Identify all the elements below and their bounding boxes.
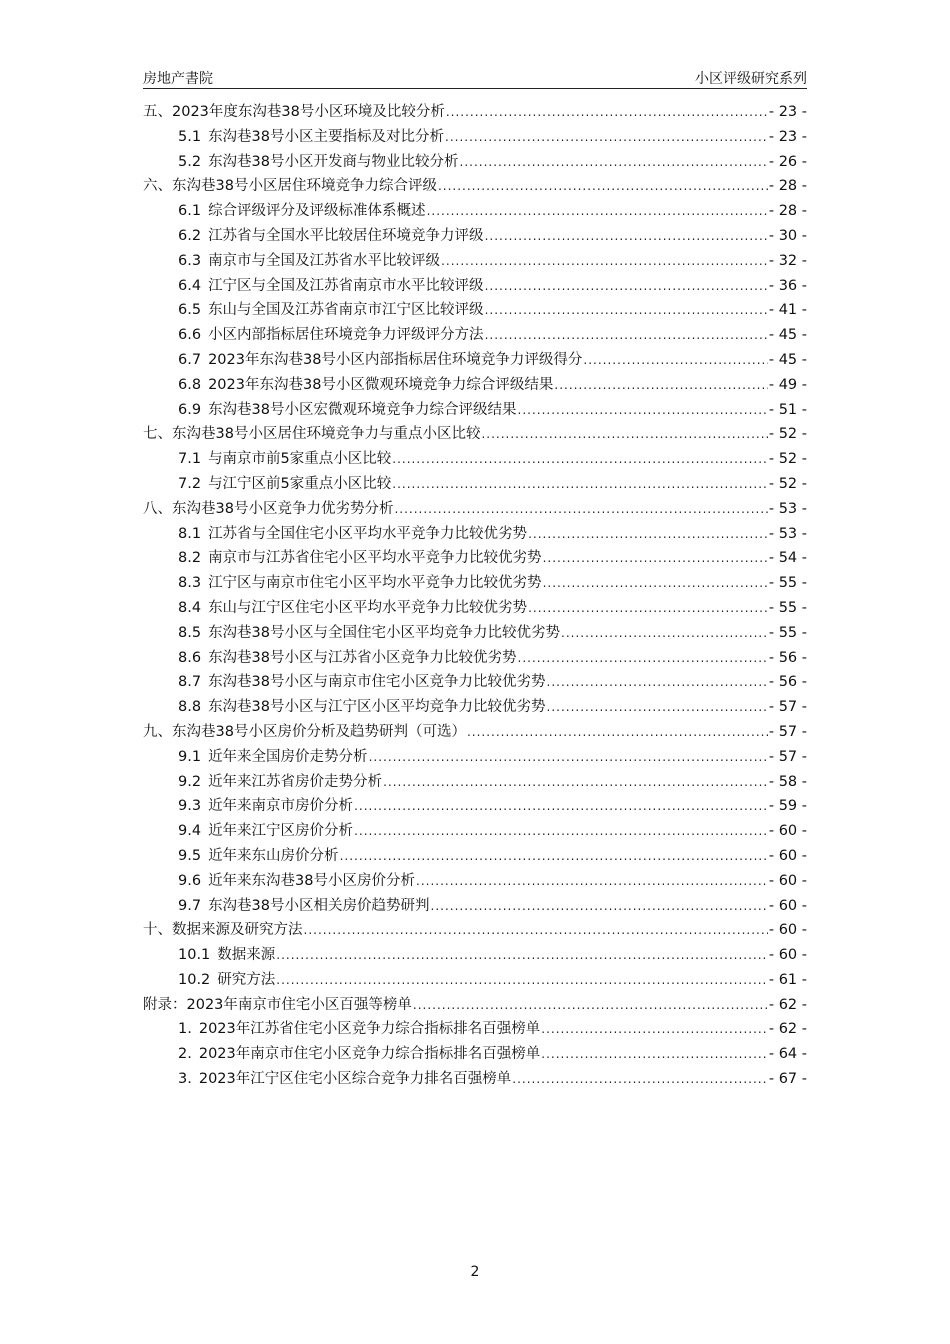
toc-entry-title: 小区内部指标居住环境竞争力评级评分方法: [208, 327, 484, 344]
toc-dot-leader: [354, 824, 768, 838]
toc-entry-number: 8.3: [178, 575, 202, 592]
toc-section-entry[interactable]: [143, 794, 807, 819]
toc-dot-leader: [547, 675, 768, 689]
toc-section-entry[interactable]: [143, 596, 807, 621]
toc-chapter-entry[interactable]: [143, 918, 807, 943]
toc-entry-title: 六、东沟巷38号小区居住环境竞争力综合评级: [143, 178, 437, 195]
toc-entry-title: 与江宁区前5家重点小区比较: [208, 475, 392, 492]
toc-entry-number: 6.7: [178, 351, 202, 368]
toc-entry-number: 8.4: [178, 599, 202, 616]
toc-entry-number: 6.9: [178, 401, 202, 418]
toc-entry-title: 东沟巷38号小区主要指标及对比分析: [208, 128, 445, 145]
toc-dot-leader: [547, 700, 768, 714]
toc-dot-leader: [276, 948, 768, 962]
toc-entry-title: 2023年江宁区住宅小区综合竞争力排名百强榜单: [198, 1071, 512, 1088]
toc-entry-number: 6.2: [178, 227, 202, 244]
toc-entry-number: 10.2: [178, 971, 211, 988]
toc-entry-number: 6.8: [178, 376, 202, 393]
toc-entry-title: 研究方法: [217, 971, 276, 988]
toc-dot-leader: [518, 651, 768, 665]
toc-dot-leader: [541, 1022, 768, 1036]
toc-entry-title: 东沟巷38号小区与全国住宅小区平均竞争力比较优劣势: [208, 624, 561, 641]
toc-dot-leader: [485, 229, 768, 243]
toc-entry-number: 8.5: [178, 624, 202, 641]
toc-entry-page: - 23 -: [768, 104, 807, 120]
toc-entry-title: 江宁区与南京市住宅小区平均水平竞争力比较优劣势: [208, 575, 542, 592]
toc-section-entry[interactable]: [143, 670, 807, 695]
toc-section-entry[interactable]: [143, 274, 807, 299]
toc-entry-page: - 55 -: [768, 599, 807, 616]
toc-chapter-entry[interactable]: [143, 174, 807, 199]
toc-entry-title: 江宁区与全国及江苏省南京市水平比较评级: [208, 277, 484, 294]
toc-section-entry[interactable]: [143, 844, 807, 869]
toc-entry-page: - 55 -: [768, 624, 807, 641]
toc-entry-page: - 60 -: [768, 947, 807, 964]
toc-entry-title: 近年来江宁区房价分析: [208, 823, 354, 840]
toc-entry-number: 3.: [178, 1071, 192, 1088]
toc-entry-page: - 60 -: [768, 872, 807, 889]
toc-section-entry[interactable]: [143, 125, 807, 150]
toc-dot-leader: [354, 799, 768, 813]
toc-entry-page: - 56 -: [768, 649, 807, 666]
page-header: [143, 68, 807, 89]
toc-entry-page: - 57 -: [768, 699, 807, 716]
header-left-title: 房地产書院: [143, 71, 213, 87]
toc-entry-number: 9.5: [178, 847, 202, 864]
toc-dot-leader: [528, 527, 768, 541]
toc-entry-title: 2023年南京市住宅小区竞争力综合指标排名百强榜单: [198, 1046, 541, 1063]
toc-dot-leader: [541, 1047, 768, 1061]
toc-section-entry[interactable]: [143, 323, 807, 348]
toc-entry-page: - 59 -: [768, 798, 807, 815]
toc-entry-title: 江苏省与全国水平比较居住环境竞争力评级: [208, 227, 484, 244]
toc-entry-title: 江苏省与全国住宅小区平均水平竞争力比较优劣势: [208, 525, 528, 542]
toc-section-entry[interactable]: [143, 819, 807, 844]
toc-entry-title: 南京市与江苏省住宅小区平均水平竞争力比较优劣势: [208, 550, 542, 567]
toc-dot-leader: [543, 576, 768, 590]
toc-dot-leader: [427, 204, 768, 218]
toc-section-entry[interactable]: [143, 199, 807, 224]
page-number: 2: [470, 1264, 480, 1280]
toc-entry-page: - 45 -: [768, 327, 807, 344]
toc-entry-title: 近年来全国房价走势分析: [208, 748, 368, 765]
toc-entry-number: 6.3: [178, 252, 202, 269]
toc-dot-leader: [485, 279, 768, 293]
toc-dot-leader: [583, 353, 767, 367]
toc-entry-page: - 28 -: [768, 178, 807, 195]
toc-dot-leader: [446, 105, 768, 119]
toc-entry-page: - 67 -: [768, 1071, 807, 1088]
toc-entry-title: 八、东沟巷38号小区竞争力优劣势分析: [143, 500, 394, 517]
toc-entry-title: 东沟巷38号小区与南京市住宅小区竞争力比较优劣势: [208, 674, 546, 691]
toc-entry-page: - 51 -: [768, 401, 807, 418]
toc-entry-title: 近年来东山房价分析: [208, 847, 339, 864]
toc-section-entry[interactable]: [143, 150, 807, 175]
toc-entry-title: 九、东沟巷38号小区房价分析及趋势研判（可选）: [143, 723, 466, 740]
toc-section-entry[interactable]: [143, 745, 807, 770]
toc-entry-page: - 60 -: [768, 847, 807, 864]
toc-entry-page: - 62 -: [768, 996, 807, 1013]
toc-entry-title: 东沟巷38号小区与江苏省小区竞争力比较优劣势: [208, 649, 517, 666]
toc-entry-title: 十、数据来源及研究方法: [143, 922, 303, 939]
toc-section-entry[interactable]: [143, 770, 807, 795]
toc-dot-leader: [431, 899, 768, 913]
toc-entry-title: 东沟巷38号小区与江宁区小区平均竞争力比较优劣势: [208, 699, 546, 716]
toc-entry-number: 8.6: [178, 649, 202, 666]
toc-entry-page: - 54 -: [768, 550, 807, 567]
toc-section-entry[interactable]: [143, 224, 807, 249]
toc-dot-leader: [394, 502, 767, 516]
toc-section-entry[interactable]: [143, 646, 807, 671]
toc-dot-leader: [512, 1072, 768, 1086]
toc-entry-page: - 26 -: [768, 153, 807, 170]
toc-dot-leader: [485, 328, 768, 342]
toc-entry-page: - 57 -: [768, 723, 807, 740]
toc-section-entry[interactable]: [143, 943, 807, 968]
toc-dot-leader: [438, 179, 768, 193]
toc-entry-title: 2023年东沟巷38号小区微观环境竞争力综合评级结果: [208, 376, 554, 393]
toc-dot-leader: [543, 551, 768, 565]
toc-entry-title: 综合评级评分及评级标准体系概述: [208, 203, 426, 220]
toc-entry-number: 9.2: [178, 773, 202, 790]
toc-entry-page: - 23 -: [768, 128, 807, 145]
toc-section-entry[interactable]: [143, 1067, 807, 1092]
toc-entry-page: - 28 -: [768, 203, 807, 220]
toc-dot-leader: [441, 254, 768, 268]
toc-entry-number: 9.4: [178, 823, 202, 840]
toc-section-entry[interactable]: [143, 621, 807, 646]
toc-dot-leader: [392, 452, 768, 466]
toc-entry-title: 五、2023年度东沟巷38号小区环境及比较分析: [143, 104, 445, 120]
toc-section-entry[interactable]: [143, 1017, 807, 1042]
toc-dot-leader: [528, 601, 768, 615]
toc-dot-leader: [340, 849, 768, 863]
toc-entry-page: - 57 -: [768, 748, 807, 765]
toc-chapter-entry[interactable]: [143, 422, 807, 447]
toc-section-entry[interactable]: [143, 571, 807, 596]
toc-entry-number: 5.2: [178, 153, 202, 170]
toc-dot-leader: [392, 477, 768, 491]
toc-entry-number: 9.3: [178, 798, 202, 815]
toc-entry-number: 8.7: [178, 674, 202, 691]
toc-entry-title: 东沟巷38号小区开发商与物业比较分析: [208, 153, 459, 170]
toc-entry-number: 8.2: [178, 550, 202, 567]
toc-entry-title: 2023年东沟巷38号小区内部指标居住环境竞争力评级得分: [208, 351, 583, 368]
header-right-title: 小区评级研究系列: [695, 71, 807, 87]
toc-entry-number: 8.8: [178, 699, 202, 716]
toc-dot-leader: [413, 998, 768, 1012]
toc-chapter-entry[interactable]: [143, 720, 807, 745]
toc-section-entry[interactable]: [143, 1042, 807, 1067]
toc-entry-page: - 45 -: [768, 351, 807, 368]
toc-dot-leader: [554, 378, 767, 392]
toc-entry-page: - 58 -: [768, 773, 807, 790]
toc-section-entry[interactable]: [143, 298, 807, 323]
table-of-contents: [143, 100, 807, 1092]
toc-entry-title: 近年来南京市房价分析: [208, 798, 354, 815]
toc-entry-title: 2023年江苏省住宅小区竞争力综合指标排名百强榜单: [198, 1021, 541, 1038]
toc-dot-leader: [445, 130, 768, 144]
toc-entry-page: - 49 -: [768, 376, 807, 393]
toc-entry-page: - 32 -: [768, 252, 807, 269]
toc-entry-title: 附录：2023年南京市住宅小区百强等榜单: [143, 996, 412, 1013]
toc-entry-page: - 52 -: [768, 426, 807, 443]
toc-section-entry[interactable]: [143, 695, 807, 720]
toc-entry-title: 近年来江苏省房价走势分析: [208, 773, 383, 790]
toc-dot-leader: [481, 427, 767, 441]
toc-entry-page: - 60 -: [768, 897, 807, 914]
toc-dot-leader: [369, 750, 768, 764]
toc-dot-leader: [561, 626, 768, 640]
toc-dot-leader: [383, 775, 768, 789]
toc-entry-page: - 62 -: [768, 1021, 807, 1038]
toc-entry-page: - 56 -: [768, 674, 807, 691]
toc-entry-number: 6.4: [178, 277, 202, 294]
toc-chapter-entry[interactable]: [143, 497, 807, 522]
toc-entry-title: 东沟巷38号小区相关房价趋势研判: [208, 897, 430, 914]
toc-section-entry[interactable]: [143, 472, 807, 497]
toc-entry-number: 9.6: [178, 872, 202, 889]
toc-entry-title: 东山与江宁区住宅小区平均水平竞争力比较优劣势: [208, 599, 528, 616]
toc-entry-number: 1.: [178, 1021, 192, 1038]
toc-dot-leader: [460, 155, 768, 169]
toc-entry-number: 5.1: [178, 128, 202, 145]
toc-section-entry[interactable]: [143, 546, 807, 571]
toc-entry-number: 9.7: [178, 897, 202, 914]
toc-section-entry[interactable]: [143, 869, 807, 894]
toc-entry-page: - 30 -: [768, 227, 807, 244]
toc-entry-title: 东山与全国及江苏省南京市江宁区比较评级: [208, 302, 484, 319]
toc-chapter-entry[interactable]: [143, 993, 807, 1018]
toc-section-entry[interactable]: [143, 249, 807, 274]
toc-dot-leader: [485, 303, 768, 317]
toc-entry-number: 6.6: [178, 327, 202, 344]
toc-entry-page: - 52 -: [768, 475, 807, 492]
toc-entry-page: - 61 -: [768, 971, 807, 988]
toc-entry-page: - 64 -: [768, 1046, 807, 1063]
toc-entry-page: - 55 -: [768, 575, 807, 592]
toc-entry-title: 南京市与全国及江苏省水平比较评级: [208, 252, 441, 269]
toc-section-entry[interactable]: [143, 373, 807, 398]
toc-entry-page: - 36 -: [768, 277, 807, 294]
toc-entry-number: 9.1: [178, 748, 202, 765]
toc-entry-title: 数据来源: [217, 947, 276, 964]
toc-dot-leader: [467, 725, 768, 739]
toc-section-entry[interactable]: [143, 522, 807, 547]
toc-section-entry[interactable]: [143, 348, 807, 373]
toc-entry-number: 7.1: [178, 451, 202, 468]
toc-section-entry[interactable]: [143, 398, 807, 423]
toc-entry-page: - 41 -: [768, 302, 807, 319]
toc-entry-title: 东沟巷38号小区宏微观环境竞争力综合评级结果: [208, 401, 517, 418]
toc-dot-leader: [276, 973, 768, 987]
toc-section-entry[interactable]: [143, 894, 807, 919]
toc-entry-number: 7.2: [178, 475, 202, 492]
toc-entry-number: 2.: [178, 1046, 192, 1063]
toc-entry-title: 七、东沟巷38号小区居住环境竞争力与重点小区比较: [143, 426, 481, 443]
toc-entry-title: 近年来东沟巷38号小区房价分析: [208, 872, 416, 889]
toc-dot-leader: [518, 403, 768, 417]
toc-section-entry[interactable]: [143, 968, 807, 993]
toc-dot-leader: [304, 923, 768, 937]
toc-entry-page: - 53 -: [768, 500, 807, 517]
toc-entry-page: - 53 -: [768, 525, 807, 542]
toc-entry-page: - 60 -: [768, 823, 807, 840]
toc-entry-page: - 52 -: [768, 451, 807, 468]
toc-dot-leader: [416, 874, 768, 888]
toc-entry-number: 6.5: [178, 302, 202, 319]
toc-chapter-entry[interactable]: [143, 100, 807, 125]
toc-entry-number: 6.1: [178, 203, 202, 220]
toc-entry-page: - 60 -: [768, 922, 807, 939]
toc-entry-number: 8.1: [178, 525, 202, 542]
toc-section-entry[interactable]: [143, 447, 807, 472]
toc-entry-title: 与南京市前5家重点小区比较: [208, 451, 392, 468]
toc-entry-number: 10.1: [178, 947, 211, 964]
